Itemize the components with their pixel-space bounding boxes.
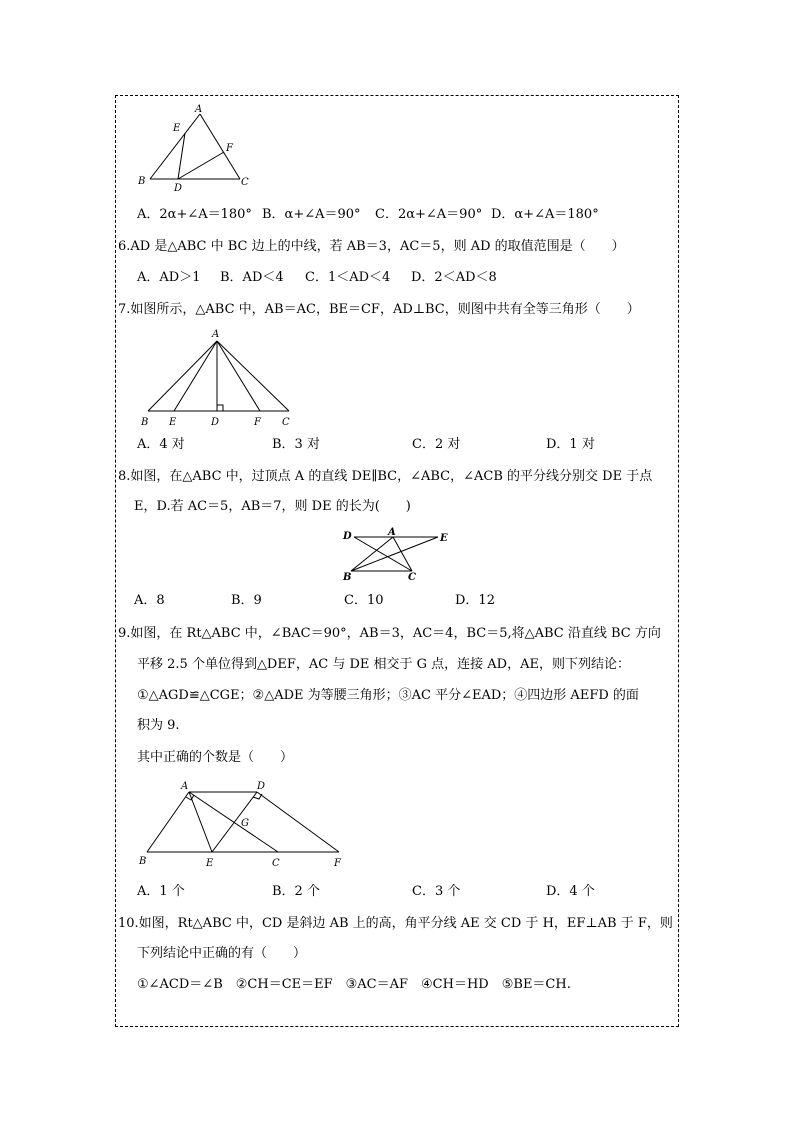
q5-seg-ed: [178, 133, 185, 179]
q8-label-c: C: [408, 572, 416, 583]
q5-label-a: A: [195, 104, 203, 115]
q5-option-b: B．α+∠A＝90°: [262, 207, 361, 222]
q10-stem-line1: 10.如图，Rt△ABC 中，CD 是斜边 AB 上的高，角平分线 AE 交 CD 于 H，EF⊥AB 于 F，则: [118, 916, 673, 931]
q5-option-a: A．2α+∠A＝180°: [137, 207, 252, 222]
q6-stem: 6.AD 是△ABC 中 BC 边上的中线，若 AB＝3，AC＝5，则 AD 的取值范围是（ ）: [118, 239, 625, 254]
q9-label-a: A: [181, 781, 189, 792]
q7-option-b: B．3 对: [272, 437, 320, 452]
q9-stem-line2: 平移 2.5 个单位得到△DEF，AC 与 DE 相交于 G 点，连接 AD，AE，则下列结论：: [137, 657, 630, 672]
q8-option-d: D．12: [455, 593, 495, 608]
q7-label-b: B: [141, 417, 149, 428]
q7-label-c: C: [282, 417, 290, 428]
q9-stem-line1: 9.如图，在 Rt△ABC 中，∠BAC＝90°，AB＝3，AC＝4，BC＝5,将△ABC 沿直线 BC 方向: [118, 626, 661, 641]
q7-label-d: D: [211, 417, 220, 428]
q9-label-e: E: [206, 858, 214, 869]
q8-label-d: D: [343, 531, 352, 542]
q7-option-c: C．2 对: [412, 437, 461, 452]
q6-option-c: C．1＜AD＜4: [305, 270, 391, 285]
q8-stem-line1: 8.如图，在△ABC 中，过顶点 A 的直线 DE∥BC，∠ABC，∠ACB 的平分线分别交 DE 于点: [118, 469, 653, 484]
q5-option-c: C．2α+∠A＝90°: [375, 207, 483, 222]
q9-seg-ba: [147, 792, 189, 852]
q7-option-a: A．4 对: [137, 437, 185, 452]
q5-option-d: D．α+∠A＝180°: [491, 207, 599, 222]
q7-right-angle-mark: [217, 405, 223, 411]
q7-label-a: A: [212, 329, 220, 340]
q7-figure: [137, 325, 307, 431]
q7-seg-ae: [174, 341, 217, 411]
q5-seg-df: [178, 152, 224, 179]
q8-option-b: B．9: [231, 593, 262, 608]
q5-side-ac: [200, 114, 240, 179]
q9-stem-line5: 其中正确的个数是（ ）: [137, 750, 294, 765]
q9-stem-line3: ①△AGD≌△CGE；②△ADE 为等腰三角形；③AC 平分∠EAD；④四边形 AEFD 的面: [137, 688, 639, 703]
q9-seg-ac: [189, 792, 278, 852]
q9-figure: [135, 776, 355, 872]
q5-label-f: F: [226, 143, 233, 154]
q10-conclusions: ①∠ACD＝∠B ②CH＝CE＝EF ③AC＝AF ④CH＝HD ⑤BE＝CH.: [137, 977, 571, 992]
q8-option-a: A．8: [134, 593, 165, 608]
q9-label-c: C: [272, 858, 280, 869]
q9-label-g: G: [241, 818, 249, 829]
q8-figure: [340, 523, 458, 583]
q9-seg-df: [257, 792, 339, 852]
q9-option-d: D．4 个: [546, 884, 595, 899]
q7-option-d: D．1 对: [546, 437, 595, 452]
q7-label-f: F: [254, 417, 261, 428]
q5-label-b: B: [138, 176, 146, 187]
q8-seg-be: [351, 537, 438, 571]
q6-option-d: D．2＜AD＜8: [411, 270, 497, 285]
q8-label-a: A: [388, 527, 396, 538]
q8-stem-line2: E，D.若 AC＝5，AB＝7，则 DE 的长为( ): [134, 499, 411, 514]
q9-option-b: B．2 个: [272, 884, 320, 899]
q5-label-e: E: [173, 123, 181, 134]
q6-option-a: A．AD＞1: [137, 270, 201, 285]
q9-label-b: B: [139, 856, 147, 867]
q7-side-ab: [148, 341, 217, 411]
q7-label-e: E: [169, 417, 177, 428]
q5-label-c: C: [241, 177, 249, 188]
q8-label-e: E: [440, 533, 448, 544]
q5-figure: [138, 103, 258, 195]
q9-seg-de: [212, 792, 257, 852]
q7-stem: 7.如图所示，△ABC 中，AB＝AC，BE＝CF，AD⊥BC，则图中共有全等三角形（ ）: [118, 302, 640, 317]
q8-label-b: B: [343, 572, 352, 583]
q5-label-d: D: [174, 183, 183, 194]
q9-option-a: A．1 个: [137, 884, 185, 899]
q8-option-c: C．10: [344, 593, 384, 608]
q10-stem-line2: 下列结论中正确的有（ ）: [137, 946, 307, 961]
q6-option-b: B．AD＜4: [220, 270, 284, 285]
q9-seg-ae: [189, 792, 212, 852]
q9-label-d: D: [257, 781, 266, 792]
q9-stem-line4: 积为 9.: [137, 718, 180, 733]
q9-label-f: F: [334, 858, 341, 869]
q9-option-c: C．3 个: [412, 884, 461, 899]
q8-side-ab: [351, 537, 393, 571]
